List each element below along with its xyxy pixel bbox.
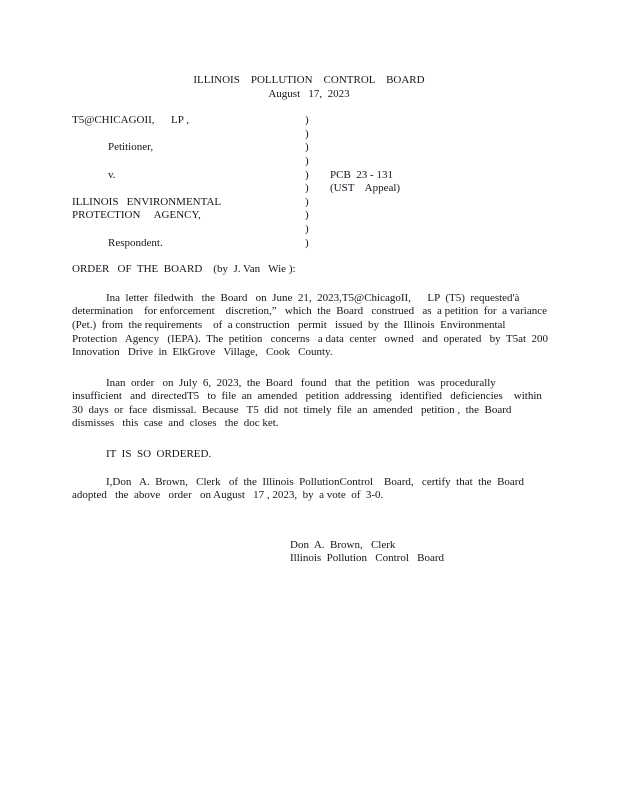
caption-divider: )	[305, 222, 309, 235]
caption-row	[72, 128, 546, 142]
paragraph-1	[72, 291, 549, 360]
caption-row	[72, 237, 546, 251]
paragraph-2	[72, 377, 546, 431]
caption-row	[72, 141, 546, 155]
petitioner-name: T5@CHICAGOII, LP ,	[72, 114, 189, 127]
signature-block	[290, 539, 546, 566]
caption-row	[72, 169, 546, 183]
respondent-name-line1: ILLINOIS ENVIRONMENTAL	[72, 195, 222, 208]
petitioner-label: Petitioner,	[108, 141, 154, 154]
caption-row	[72, 155, 546, 169]
paragraph-line: dismisses this case and closes the doc ket.	[72, 417, 279, 430]
versus-label: v.	[108, 168, 116, 181]
caption-divider: )	[305, 127, 309, 140]
paragraph-line: determination for enforcement discretion,” which the Board construed as a petition for a variance	[72, 305, 547, 318]
paragraph-line: (Pet.) from the requirements of a construction permit issued by the Illinois Environmental	[72, 318, 506, 331]
order-heading: ORDER OF THE BOARD (by J. Van Wie ):	[72, 263, 296, 276]
paragraph-line: insufficient and directedT5 to file an amended petition addressing identified deficiencies within	[72, 390, 542, 403]
signature-org-line: Illinois Pollution Control Board	[290, 552, 445, 565]
paragraph-line: Inan order on July 6, 2023, the Board found that the petition was procedurally	[106, 376, 496, 389]
caption-row	[72, 209, 546, 223]
case-number: PCB 23 - 131	[330, 168, 393, 181]
caption-divider: )	[305, 195, 309, 208]
caption-row	[72, 196, 546, 210]
caption-divider: )	[305, 182, 309, 195]
caption-divider: )	[305, 209, 309, 222]
respondent-label: Respondent.	[108, 236, 163, 249]
certification-line: I,Don A. Brown, Clerk of the Illinois PollutionControl Board, certify that the Board	[106, 475, 524, 488]
caption-row	[72, 114, 546, 128]
caption-divider: )	[305, 154, 309, 167]
page-title: ILLINOIS POLLUTION CONTROL BOARD	[193, 74, 425, 86]
respondent-name-line2: PROTECTION AGENCY,	[72, 209, 201, 222]
paragraph-line: 30 days or face dismissal. Because T5 did not timely file an amended petition , the Board	[72, 403, 512, 416]
paragraph-line: Innovation Drive in ElkGrove Village, Cook County.	[72, 346, 333, 359]
document-header	[72, 74, 546, 101]
caption-divider: )	[305, 168, 309, 181]
date-line: August 17, 2023	[268, 87, 350, 100]
certification-paragraph	[72, 476, 546, 503]
certification-line: adopted the above order on August 17 , 2023, by a vote of 3-0.	[72, 489, 384, 502]
paragraph-line: Protection Agency (IEPA). The petition concerns a data center owned and operated by T5at 200	[72, 332, 549, 345]
paragraph-line: Ina letter filedwith the Board on June 21, 2023,T5@ChicagoII, LP (T5) requested'à	[106, 291, 520, 304]
signature-name-line: Don A. Brown, Clerk	[290, 538, 396, 551]
case-caption	[72, 114, 546, 250]
caption-row	[72, 223, 546, 237]
caption-divider: )	[305, 114, 309, 127]
so-ordered-line: IT IS SO ORDERED.	[106, 448, 212, 461]
caption-row	[72, 182, 546, 196]
appeal-type: (UST Appeal)	[330, 182, 401, 195]
caption-divider: )	[305, 141, 309, 154]
caption-divider: )	[305, 236, 309, 249]
